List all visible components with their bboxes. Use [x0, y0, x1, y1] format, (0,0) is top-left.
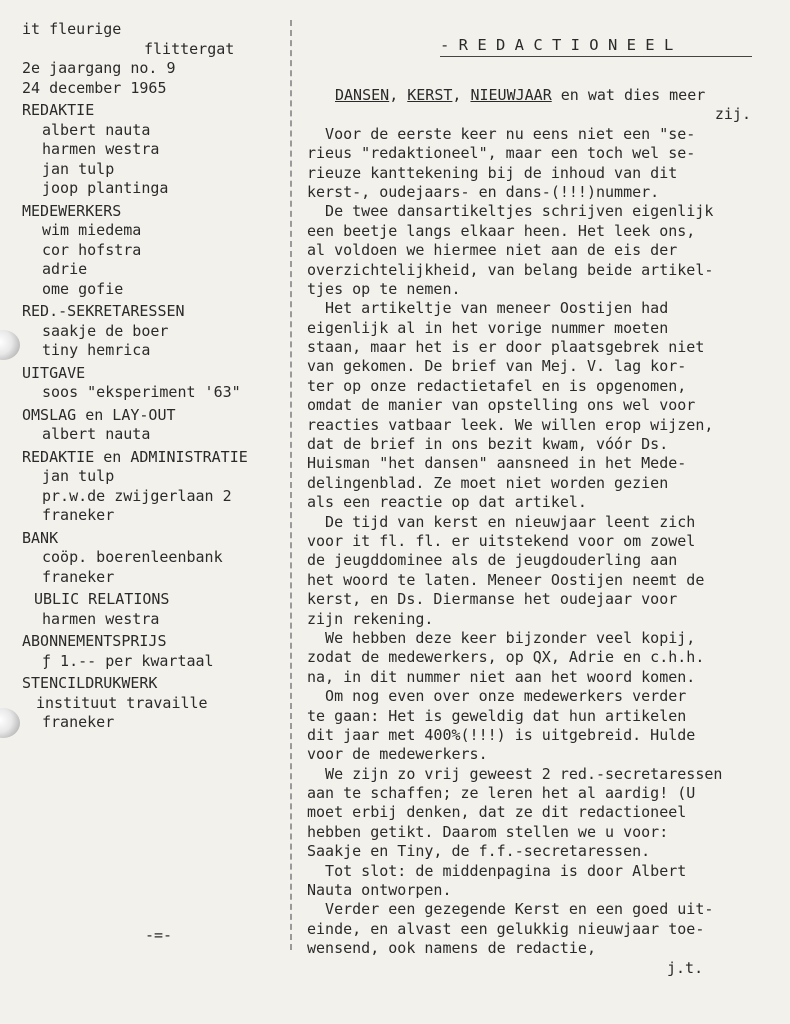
stencil-heading: STENCILDRUKWERK — [22, 674, 158, 692]
article-heading — [307, 86, 757, 105]
stencil-line: franeker — [42, 713, 115, 731]
medewerkers-heading: MEDEWERKERS — [22, 201, 122, 220]
article-line: wensend, ook namens de redactie, — [307, 939, 596, 958]
punch-hole-top — [0, 330, 20, 360]
article-line: de jeugddominee als de jeugdouderling aan — [307, 551, 678, 570]
article-line: ter op onze redactietafel en is opgenomen, — [307, 376, 687, 395]
article-line: De tijd van kerst en nieuwjaar leent zich — [307, 512, 696, 531]
article-line: Verder een gezegende Kerst en een goed uit- — [307, 900, 714, 919]
article-line: rieus "redaktioneel", maar een toch wel se- — [307, 144, 696, 163]
article-line: De twee dansartikeltjes schrijven eigenlijk — [307, 202, 714, 221]
article-line: zijn rekening. — [307, 609, 434, 628]
secretaressen-heading: RED.-SEKRETARESSEN — [22, 302, 185, 320]
medewerker: adrie — [42, 260, 88, 278]
heading-rest: en wat dies meer — [551, 86, 706, 104]
heading-nieuwjaar: NIEUWJAAR — [470, 86, 552, 104]
article-line: voor de medewerkers. — [307, 745, 488, 764]
title-rule — [440, 56, 752, 57]
article-line: We zijn zo vrij geweest 2 red.-secretaressen — [307, 764, 723, 783]
article-line: reacties vatbaar leek. We willen erop wijzen, — [307, 415, 714, 434]
article-line: zodat de medewerkers, op QX, Adrie en c.h.h. — [307, 648, 705, 667]
abonnement-heading: ABONNEMENTSPRIJS — [22, 632, 167, 650]
article-heading-end: zij. — [714, 105, 751, 124]
stencil-line: instituut travaille — [36, 693, 208, 712]
section-title: - R E D A C T I O N E E L — [440, 36, 674, 54]
article-body — [307, 125, 757, 959]
article-line: Saakje en Tiny, de f.f.-secretaressen. — [307, 842, 651, 861]
article-line: Om nog even over onze medewerkers verder — [307, 687, 687, 706]
redaktie-member: joop plantinga — [42, 179, 169, 197]
article-line: dit jaar met 400%(!!!) is uitgebreid. Hulde — [307, 725, 696, 744]
medewerker: wim miedema — [42, 221, 142, 239]
heading-kerst: KERST — [407, 86, 453, 104]
issue-date: 24 december 1965 — [22, 78, 167, 97]
footer-mark: -=- — [145, 926, 173, 944]
colophon-column — [22, 20, 284, 733]
article-line: omdat de manier van opstelling ons wel voor — [307, 396, 696, 415]
article-line: het woord te laten. Meneer Oostijen neemt de — [307, 570, 705, 589]
article-line: Tot slot: de middenpagina is door Albert — [307, 861, 687, 880]
article-line: dat de brief in ons bezit kwam, vóór Ds. — [307, 435, 669, 454]
article-line: We hebben deze keer bijzonder veel kopij, — [307, 628, 696, 647]
article-line: overzichtelijkheid, van belang beide artikel- — [307, 260, 714, 279]
article-line: Huisman "het dansen" aansneed in het Mede- — [307, 454, 687, 473]
article-line: al voldoen we hiermee niet aan de eis der — [307, 241, 678, 260]
article-line: eigenlijk al in het vorige nummer moeten — [307, 318, 669, 337]
admin-line: jan tulp — [42, 467, 115, 485]
article-line: voor it fl. fl. er uitstekend voor om zowel — [307, 531, 696, 550]
redaktie-member: albert nauta — [42, 120, 151, 139]
heading-dansen: DANSEN — [335, 86, 390, 104]
article-line: staan, maar het is er door plaatsgebrek niet — [307, 338, 705, 357]
bank-line: coöp. boerenleenbank — [42, 548, 223, 566]
masthead-line2: flittergat — [144, 39, 235, 58]
admin-line: franeker — [42, 506, 115, 524]
article-line: einde, en alvast een gelukkig nieuwjaar toe- — [307, 919, 705, 938]
signature: j.t. — [667, 958, 704, 977]
heading-separator: , — [452, 86, 471, 104]
article-line: tjes op te nemen. — [307, 279, 461, 298]
bank-line: franeker — [42, 567, 115, 586]
article-line: van gekomen. De brief van Mej. V. lag kor- — [307, 357, 687, 376]
article-line: delingenblad. Ze moet niet worden gezien — [307, 473, 669, 492]
bank-heading: BANK — [22, 528, 59, 547]
secretaresse: tiny hemrica — [42, 341, 151, 359]
editorial-column — [307, 86, 757, 978]
admin-heading: REDAKTIE en ADMINISTRATIE — [22, 447, 248, 466]
article-line: aan te schaffen; ze leren het al aardig! (U — [307, 784, 696, 803]
medewerker: cor hofstra — [42, 240, 142, 259]
punch-hole-bottom — [0, 708, 20, 738]
masthead-line1: it fleurige — [22, 20, 122, 38]
article-line: kerst-, oudejaars- en dans-(!!!)nummer. — [307, 182, 660, 201]
omslag-heading: OMSLAG en LAY-OUT — [22, 405, 176, 424]
article-line: kerst, en Ds. Diermanse het oudejaar voor — [307, 590, 678, 609]
heading-separator: , — [389, 86, 408, 104]
article-line: een beetje langs elkaar heen. Het leek ons, — [307, 221, 696, 240]
uitgave-value: soos "eksperiment '63" — [42, 383, 241, 401]
article-line: rieuze kanttekening bij de inhoud van dit — [307, 163, 678, 182]
issue-number: 2e jaargang no. 9 — [22, 59, 176, 77]
column-divider — [290, 20, 292, 950]
pr-heading: UBLIC RELATIONS — [34, 590, 170, 608]
omslag-value: albert nauta — [42, 425, 151, 443]
redaktie-member: harmen westra — [42, 140, 160, 158]
redaktie-member: jan tulp — [42, 159, 115, 178]
abonnement-value: ƒ 1.-- per kwartaal — [42, 651, 214, 670]
article-line: hebben getikt. Daarom stellen we u voor: — [307, 822, 669, 841]
article-line: na, in dit nummer niet aan het woord komen. — [307, 667, 696, 686]
secretaresse: saakje de boer — [42, 321, 169, 340]
article-line: Voor de eerste keer nu eens niet een "se- — [307, 124, 696, 143]
article-line: te gaan: Het is geweldig dat hun artikelen — [307, 706, 687, 725]
medewerker: ome gofie — [42, 279, 124, 298]
article-line: moet erbij denken, dat ze dit redactioneel — [307, 803, 687, 822]
article-line: Nauta ontworpen. — [307, 881, 452, 900]
article-line: Het artikeltje van meneer Oostijen had — [307, 299, 669, 318]
redaktie-heading: REDAKTIE — [22, 101, 95, 119]
uitgave-heading: UITGAVE — [22, 363, 86, 382]
article-line: als een reactie op dat artikel. — [307, 493, 587, 512]
admin-line: pr.w.de zwijgerlaan 2 — [42, 486, 232, 505]
pr-value: harmen westra — [42, 609, 160, 628]
